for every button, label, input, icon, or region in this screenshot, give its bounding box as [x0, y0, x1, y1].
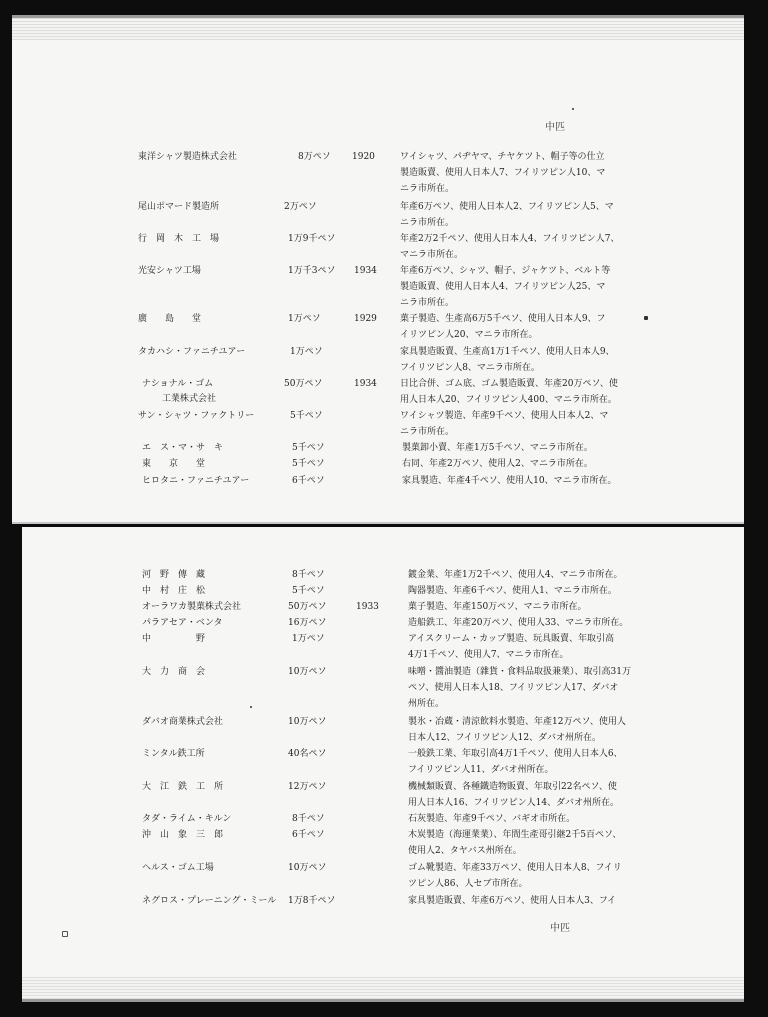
- description-line: ニラ市所在。: [400, 218, 455, 228]
- company-name: パラアセア・ベンタ: [142, 618, 223, 628]
- company-name: ミンタル鉄工所: [142, 749, 205, 759]
- description-line: 右同、年產2万ペソ、使用人2、マニラ市所在。: [402, 459, 593, 469]
- year: 1934: [354, 379, 377, 389]
- company-name: 廣 島 堂: [138, 314, 202, 324]
- upper-page: [12, 18, 744, 522]
- description-line: ゴム靴製造、年產33万ペソ、使用人日本人8、フイリ: [408, 863, 622, 873]
- description-line: 使用人2、タヤバス州所在。: [408, 846, 522, 856]
- description-line: ペソ、使用人日本人18、フイリツピン人17、ダバオ: [408, 683, 619, 693]
- year: 1933: [356, 602, 379, 612]
- description-line: 日本人12、フイリツピン人12、ダバオ州所在。: [408, 733, 602, 743]
- description-line: 製氷・冶蔵・清涼飲料水製造、年產12万ペソ、使用人: [408, 717, 626, 727]
- description-line: マニラ市所在。: [400, 250, 464, 260]
- capital: 8千ペソ: [292, 814, 325, 824]
- description-line: ニラ市所在。: [400, 427, 455, 437]
- capital: 1万8千ペソ: [288, 896, 336, 906]
- description-line: 製造販賣、使用人日本人4、フイリツピン人25、マ: [400, 282, 606, 292]
- description-line: 家具製造販賣、生產高1万1千ペソ、使用人日本人9、: [400, 347, 615, 357]
- description-line: 家具製造、年產4千ペソ、使用人10、マニラ市所在。: [402, 476, 617, 486]
- description-line: 州所在。: [408, 699, 445, 709]
- description-line: ワイシャツ、パヂヤマ、チヤケツト、帽子等の仕立: [400, 152, 605, 162]
- description-line: フイリツピン人8、マニラ市所在。: [400, 363, 540, 373]
- capital: 1万ペソ: [290, 347, 323, 357]
- company-name: 沖 山 象 三 郎: [142, 830, 224, 840]
- lower-page: [22, 527, 744, 999]
- capital: 10万ペソ: [288, 667, 327, 677]
- description-line: 用人日本人16、フイリツピン人14、ダバオ州所在。: [408, 798, 620, 808]
- page-edge-stripes: [12, 18, 744, 40]
- description-line: ニラ市所在。: [400, 184, 455, 194]
- company-name: タカハシ・ファニチユアー: [138, 347, 246, 357]
- capital: 5千ペソ: [292, 586, 325, 596]
- capital: 50万ペソ: [288, 602, 327, 612]
- scan-speck: [644, 316, 648, 320]
- capital: 5千ペソ: [292, 443, 325, 453]
- company-name: 大 力 商 会: [142, 667, 206, 677]
- description-line: 機械類販賣、各種鐵造物販賣、年取引22名ペソ、使: [408, 782, 617, 792]
- company-name: 東 京 堂: [142, 459, 206, 469]
- company-name: 尾山ポマード製造所: [138, 202, 220, 212]
- page-edge-stripes: [22, 977, 744, 999]
- description-line: 年產2万2千ペソ、使用人日本人4、フイリツピン人7、: [400, 234, 620, 244]
- description-line: 年產6万ペソ、使用人日本人2、フイリツピン人5、マ: [400, 202, 614, 212]
- capital: 1万9千ペソ: [288, 234, 336, 244]
- company-name: ナショナル・ゴム: [142, 379, 214, 389]
- description-line: 菓子製造、年產150万ペソ、マニラ市所在。: [408, 602, 587, 612]
- description-line: 味噌・醬油製造（雜貨・食料品取扱兼業）、取引高31万: [408, 667, 631, 677]
- capital: 40名ペソ: [288, 749, 327, 759]
- description-line: 一般鉄工業、年取引高4万1千ペソ、使用人日本人6、: [408, 749, 623, 759]
- description-line: ニラ市所在。: [400, 298, 455, 308]
- description-line: 日比合併、ゴム底、ゴム製造販賣、年產20万ペソ、使: [400, 379, 618, 389]
- company-name: ネグロス・プレーニング・ミール: [142, 896, 277, 906]
- capital: 8千ペソ: [292, 570, 325, 580]
- capital: 12万ペソ: [288, 782, 327, 792]
- capital: 6千ペソ: [292, 476, 325, 486]
- description-line: 年產6万ペソ、シャツ、帽子、ジャケツト、ベルト等: [400, 266, 611, 276]
- company-name: ダバオ商業株式会社: [142, 717, 223, 727]
- year: 1920: [352, 152, 375, 162]
- capital: 2万ペソ: [284, 202, 317, 212]
- capital: 50万ペソ: [284, 379, 323, 389]
- description-line: 4万1千ペソ、使用人7、マニラ市所在。: [408, 650, 569, 660]
- company-name: 大 江 鉄 工 所: [142, 782, 224, 792]
- company-name: 中 村 庄 松: [142, 586, 206, 596]
- capital: 8万ペソ: [298, 152, 331, 162]
- capital: 1万千3ペソ: [288, 266, 336, 276]
- description-line: フイリツピン人11、ダバオ州所在。: [408, 765, 554, 775]
- description-line: 鍍金業、年產1万2千ペソ、使用人4、マニラ市所在。: [408, 570, 623, 580]
- description-line: 用人日本人20、フイリツピン人400、マニラ市所在。: [400, 395, 617, 405]
- scan-speck: [250, 706, 252, 708]
- capital: 1万ペソ: [292, 634, 325, 644]
- description-line: 木炭製造（海運業業）、年間生產哥引継2千5百ペソ、: [408, 830, 622, 840]
- company-name: 行 岡 木 工 場: [138, 234, 220, 244]
- description-line: アイスクリーム・カップ製造、玩具販賣、年取引高: [408, 634, 615, 644]
- company-name: ヘルス・ゴム工場: [142, 863, 214, 873]
- page-mark: 中匹: [545, 122, 565, 133]
- company-name: 中 野: [142, 634, 206, 644]
- scan-speck: [62, 931, 68, 937]
- description-line: 菓子製造、生產高6万5千ペソ、使用人日本人9、フ: [400, 314, 606, 324]
- company-name: エ ス・マ・サ キ: [142, 443, 224, 453]
- company-name: 光安シャツ工場: [138, 266, 201, 276]
- description-line: ツピン人86、人セブ市所在。: [408, 879, 528, 889]
- company-name-cont: 工業株式会社: [162, 394, 217, 404]
- description-line: 製菓卸小賣、年產1万5千ペソ、マニラ市所在。: [402, 443, 593, 453]
- company-name: ヒロタニ・ファニチユアー: [142, 476, 250, 486]
- company-name: 東洋シャツ製造株式会社: [138, 152, 237, 162]
- company-name: オーラワカ製菓株式会社: [142, 602, 242, 612]
- year: 1929: [354, 314, 377, 324]
- capital: 1万ペソ: [288, 314, 321, 324]
- description-line: 石灰製造、年產9千ペソ、バギオ市所在。: [408, 814, 576, 824]
- description-line: ワイシャツ製造、年產9千ペソ、使用人日本人2、マ: [400, 411, 609, 421]
- year: 1934: [354, 266, 377, 276]
- capital: 16万ペソ: [288, 618, 327, 628]
- company-name: 河 野 傳 藏: [142, 570, 206, 580]
- description-line: 家具製造販賣、年產6万ペソ、使用人日本人3、フイ: [408, 896, 617, 906]
- company-name: タダ・ライム・キルン: [142, 814, 232, 824]
- description-line: 陶器製造、年產6千ペソ、使用人1、マニラ市所在。: [408, 586, 617, 596]
- capital: 5千ペソ: [290, 411, 323, 421]
- capital: 10万ペソ: [288, 863, 327, 873]
- scan-speck: [572, 108, 574, 110]
- capital: 6千ペソ: [292, 830, 325, 840]
- page-mark: 中匹: [550, 923, 570, 934]
- description-line: 製造販賣、使用人日本人7、フイリツピン人10、マ: [400, 168, 606, 178]
- description-line: 造船鉄工、年產20万ペソ、使用人33、マニラ市所在。: [408, 618, 629, 628]
- company-name: サン・シャツ・ファクトリー: [138, 411, 255, 421]
- description-line: イリツピン人20、マニラ市所在。: [400, 330, 538, 340]
- capital: 5千ペソ: [292, 459, 325, 469]
- capital: 10万ペソ: [288, 717, 327, 727]
